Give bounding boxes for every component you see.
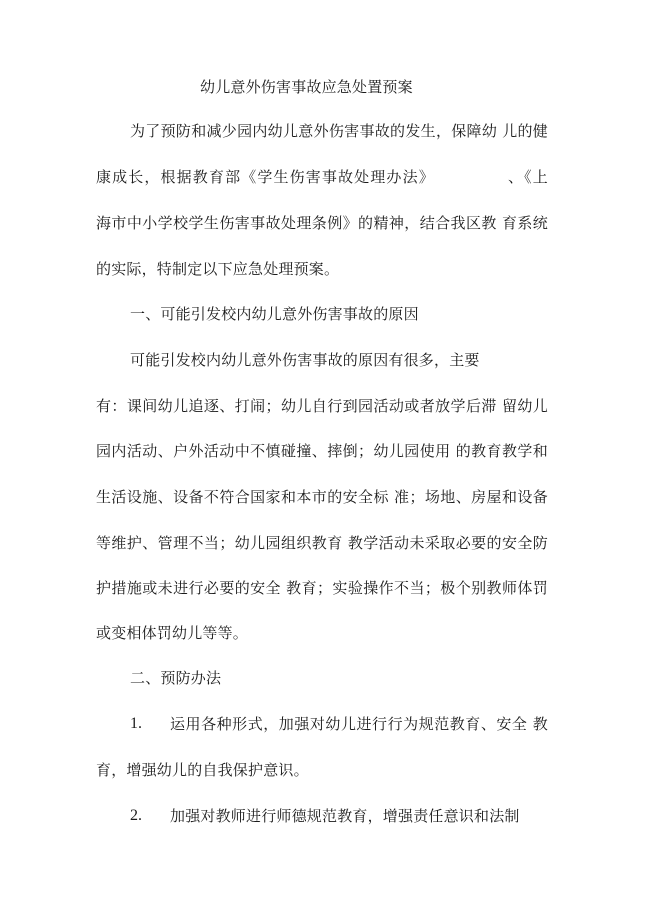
section1-line-5: 等维护、管理不当；幼儿园组织教育 教学活动未采取必要的安全防 xyxy=(96,534,548,552)
document-title: 幼儿意外伤害事故应急处置预案 xyxy=(200,78,413,96)
item1-line-2: 育，增强幼儿的自我保护意识。 xyxy=(96,761,309,779)
section1-line-4: 生活设施、设备不符合国家和本市的安全标 准；场地、房屋和设备 xyxy=(96,488,548,506)
item2-line-1: 加强对教师进行师德规范教育，增强责任意识和法制 xyxy=(170,807,520,825)
item1-number: 1. xyxy=(130,715,142,732)
section1-heading: 一、可能引发校内幼儿意外伤害事故的原因 xyxy=(130,305,419,323)
section1-line-3: 园内活动、户外活动中不慎碰撞、摔倒；幼儿园使用 的教育教学和 xyxy=(96,442,548,460)
section1-line-7: 或变相体罚幼儿等等。 xyxy=(96,624,249,642)
section2-heading: 二、预防办法 xyxy=(130,669,222,687)
intro-line-1: 为了预防和减少园内幼儿意外伤害事故的发生，保障幼 儿的健 xyxy=(130,122,548,140)
section1-line-2: 有：课间幼儿追逐、打闹；幼儿自行到园活动或者放学后滞 留幼儿 xyxy=(96,397,548,415)
intro-line-3: 海市中小学校学生伤害事故处理条例》的精神，结合我区教 育系统 xyxy=(96,214,548,232)
section1-line-6: 护措施或未进行必要的安全 教育；实验操作不当；极个别教师体罚 xyxy=(96,579,548,597)
item2-number: 2. xyxy=(130,807,142,824)
intro-line-4: 的实际，特制定以下应急处理预案。 xyxy=(96,260,340,278)
intro-line-2: 康成长，根据教育部《学生伤害事故处理办法》 、《上 xyxy=(96,168,548,186)
section1-line-1: 可能引发校内幼儿意外伤害事故的原因有很多，主要 xyxy=(130,351,480,369)
item1-line-1: 运用各种形式，加强对幼儿进行行为规范教育、安全 教 xyxy=(170,715,548,733)
